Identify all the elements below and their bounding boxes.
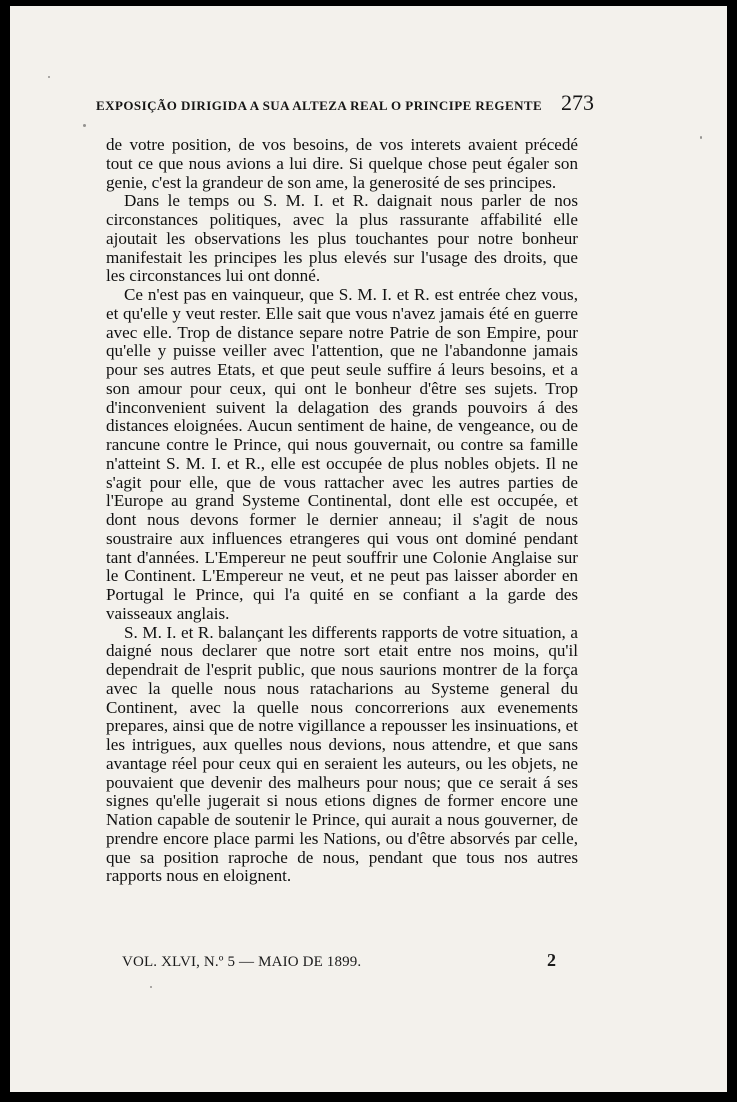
- paragraph: Ce n'est pas en vainqueur, que S. M. I. et R. est entrée chez vous, et qu'elle y veut rester. Elle sait que vous n'avez jamais été en guerre avec elle. Trop de distance separe notre Patrie de son Empire, pour qu'elle y puisse veiller avec l'attention, que ne l'abandonne jamais pour ses autres Etats, et que peut seule suffire á leurs besoins, et a son amour pour ceux, qui ont le bonheur d'être ses sujets. Trop d'inconvenient suivent la delagation des grands pouvoirs á des distances eloignées. Aucun sentiment de haine, de vengeance, ou de rancune contre le Prince, qui nous gouvernait, ou contre sa famille n'atteint S. M. I. et R., elle est occupée de plus nobles objets. Il ne s'agit pour elle, que de vous rattacher avec les autres parties de l'Europe au grand Systeme Continental, dont elle est occupée, et dont nous devons former le dernier anneau; il s'agit de nous soustraire aux influences etrangeres qui vous ont dominé pendant tant d'années. L'Empereur ne peut souffrir une Colonie Anglaise sur le Continent. L'Empereur ne veut, et ne peut pas laisser aborder en Portugal le Prince, qui l'a quité en se confiant a la garde des vaisseaux anglais.: [106, 285, 578, 623]
- scanned-page: [10, 6, 727, 1092]
- running-title: EXPOSIÇÃO DIRIGIDA A SUA ALTEZA REAL O PRINCIPE REGENTE: [96, 98, 543, 113]
- scan-speck: [150, 986, 152, 988]
- page-footer: [122, 950, 590, 971]
- page-header: [96, 92, 594, 114]
- scan-speck: [83, 124, 86, 127]
- scan-speck: [48, 76, 50, 78]
- scan-speck: [700, 136, 702, 139]
- paragraph: Dans le temps ou S. M. I. et R. daignait nous parler de nos circonstances politiques, avec la plus rassurante affabilité elle ajoutait les observations les plus touchantes pour notre bonheur manifestait les principes les plus elevés sur l'usage des droits, que les circonstances lui ont donné.: [106, 191, 578, 286]
- signature-mark: 2: [547, 950, 556, 970]
- volume-reference: VOL. XLVI, N.º 5 — MAIO DE 1899.: [122, 954, 362, 970]
- page-number: 273: [561, 90, 594, 115]
- body-text: [106, 136, 578, 886]
- paragraph: de votre position, de vos besoins, de vos interets avaient précedé tout ce que nous avions a lui dire. Si quelque chose peut égaler son genie, c'est la grandeur de son ame, la generosité de ses principes.: [106, 135, 578, 192]
- paragraph: S. M. I. et R. balançant les differents rapports de votre situation, a daigné nous declarer que notre sort etait entre nos moins, qu'il dependrait de l'esprit public, que nous saurions montrer de la força avec la quelle nous nous ratacharions au Systeme general du Continent, avec la quelle nous concorrerions aux evenements prepares, ainsi que de notre vigillance a repousser les insinuations, et les intrigues, aux quelles nous devions, nous attendre, et que sans avantage réel pour ceux qui en seraient les auteurs, ou les objets, ne pouvaient que devenir des malheurs pour nous; que ce serait á ses signes qu'elle jugerait si nous etions dignes de former encore une Nation capable de soutenir le Prince, qui aurait a nous gouverner, de prendre encore place parmi les Nations, ou d'être absorvés par celle, que sa position raproche de nous, pendant que tous nos autres rapports nous en eloignent.: [106, 622, 578, 886]
